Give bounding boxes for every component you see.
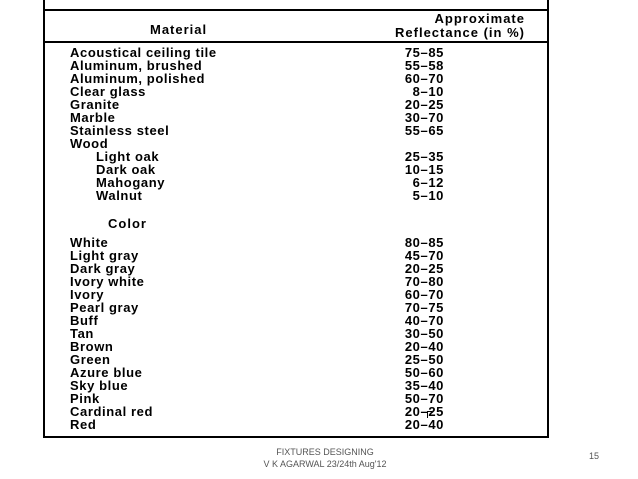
reflectance-value: 6–12: [412, 175, 444, 190]
reflectance-value: 50–60: [404, 365, 444, 380]
material-name: Granite: [70, 97, 120, 112]
table-row: [45, 405, 547, 418]
footer-author: V K AGARWAL 23/24th Aug'12: [263, 459, 387, 469]
reflectance-value: 45–70: [404, 248, 444, 263]
color-name: Ivory white: [70, 274, 145, 289]
color-name: Tan: [70, 326, 94, 341]
reflectance-value: 70–80: [404, 274, 444, 289]
reflectance-value: 8–10: [412, 84, 444, 99]
table-row: [45, 418, 547, 431]
material-column-header: Material: [150, 22, 208, 37]
material-name: Clear glass: [70, 84, 146, 99]
reflectance-table: [43, 0, 549, 438]
color-name: Sky blue: [70, 378, 129, 393]
reflectance-value: 30–70: [404, 110, 444, 125]
reflectance-value: 25–35: [404, 149, 444, 164]
reflectance-value: 30–50: [404, 326, 444, 341]
material-name: Acoustical ceiling tile: [70, 45, 217, 60]
table-row: [45, 98, 547, 111]
reflectance-value: 10–15: [404, 162, 444, 177]
reflectance-value: 75–85: [404, 45, 444, 60]
color-name: Brown: [70, 339, 114, 354]
table-row: [45, 124, 547, 137]
reflectance-column-header: [345, 12, 525, 40]
footer-title: FIXTURES DESIGNING: [276, 447, 374, 457]
reflectance-value: 40–70: [404, 313, 444, 328]
table-row: [45, 275, 547, 288]
reflectance-value: 5–10: [412, 188, 444, 203]
reflectance-value: 25–50: [404, 352, 444, 367]
reflectance-value: 20–40: [404, 339, 444, 354]
reflectance-header-line2: Reflectance (in %): [395, 25, 525, 40]
reflectance-value: 80–85: [404, 235, 444, 250]
material-name: Stainless steel: [70, 123, 170, 138]
reflectance-value: 55–58: [404, 58, 444, 73]
table-row: [45, 340, 547, 353]
table-row: [45, 379, 547, 392]
table-row: [45, 314, 547, 327]
slide-footer: [255, 446, 395, 470]
color-name: Red: [70, 417, 97, 432]
material-name: Marble: [70, 110, 116, 125]
color-name: Pearl gray: [70, 300, 139, 315]
reflectance-value: 60–70: [404, 287, 444, 302]
reflectance-value: 35–40: [404, 378, 444, 393]
material-name: Dark oak: [96, 162, 156, 177]
table-row: [45, 301, 547, 314]
color-name: White: [70, 235, 109, 250]
reflectance-value: 20–25: [404, 404, 444, 419]
material-name: Walnut: [96, 188, 143, 203]
color-name: Buff: [70, 313, 99, 328]
reflectance-value: 60–70: [404, 71, 444, 86]
material-name: Aluminum, polished: [70, 71, 206, 86]
reflectance-value: 20–40: [404, 417, 444, 432]
color-name: Cardinal red: [70, 404, 154, 419]
table-row: [45, 327, 547, 340]
color-name: Azure blue: [70, 365, 143, 380]
page-number: 15: [589, 451, 600, 461]
material-name: Aluminum, brushed: [70, 58, 203, 73]
reflectance-header-line1: Approximate: [434, 11, 525, 26]
header-bottom-rule: [45, 41, 547, 43]
table-row: [45, 85, 547, 98]
table-row: [45, 189, 547, 202]
reflectance-value: 20–25: [404, 97, 444, 112]
color-section-title: Color: [108, 216, 147, 231]
reflectance-value: 20–25: [404, 261, 444, 276]
color-name: Light gray: [70, 248, 139, 263]
reflectance-value: 70–75: [404, 300, 444, 315]
text-cursor-mark: [427, 411, 432, 418]
material-name: Wood: [70, 136, 109, 151]
color-name: Pink: [70, 391, 100, 406]
material-name: Light oak: [96, 149, 160, 164]
material-name: Mahogany: [96, 175, 166, 190]
reflectance-value: 55–65: [404, 123, 444, 138]
color-name: Green: [70, 352, 111, 367]
reflectance-value: 50–70: [404, 391, 444, 406]
color-name: Dark gray: [70, 261, 136, 276]
color-name: Ivory: [70, 287, 105, 302]
